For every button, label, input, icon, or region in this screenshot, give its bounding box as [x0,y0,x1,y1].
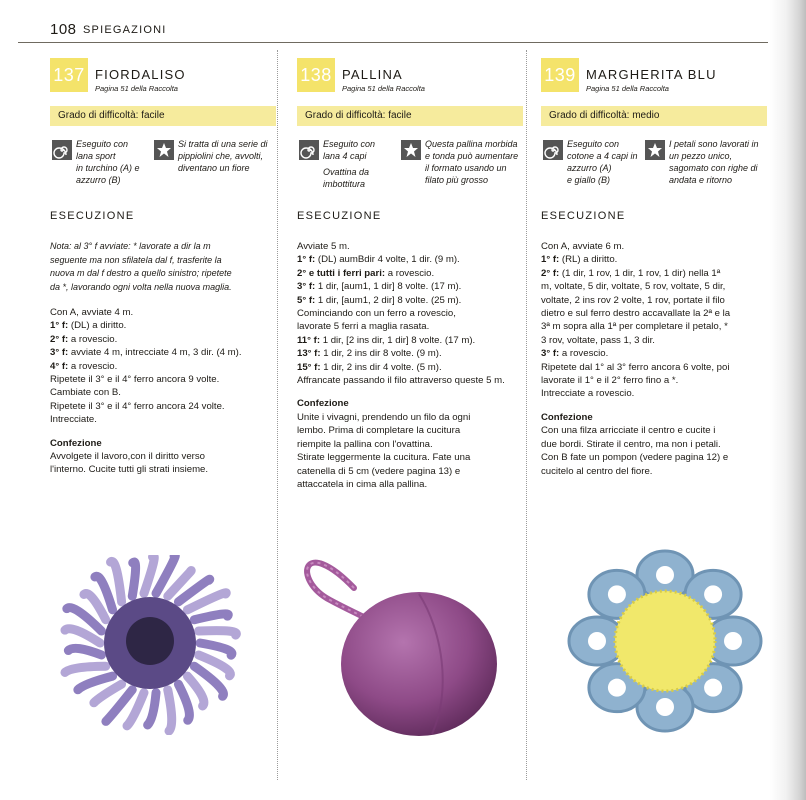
instruction-line [50,333,242,346]
instruction-line [541,240,730,253]
row-text: lavorate il 1° e il 2° ferro fino a *. [541,375,679,387]
finish-line: riempite la pallina con l'ovattina. [297,438,433,450]
row-label: 2° f: [541,267,560,279]
daisy-petal-hole [704,679,722,697]
instruction-line [50,346,242,359]
finish-heading: Confezione [50,437,102,449]
row-text: a rovescio. [68,333,118,345]
cornflower-center [126,617,174,665]
row-text: dietro e sul ferro destro accavallate la 2ª e la [541,308,731,320]
daisy-petal-hole [588,632,606,650]
instruction-line [297,320,505,333]
finish-line: attaccatela in cima alla pallina. [297,478,428,490]
instruction-line [541,320,730,333]
row-text: 3 rov, voltate, pass 1, 3 dir. [541,334,655,346]
cornflower-loop [65,666,106,672]
row-text: (DL) aumBdir 4 volte, 1 dir. (9 m). [315,254,460,266]
row-label: 15° f: [297,361,321,373]
yarn-note-line: Eseguito con [76,139,129,149]
pattern-number-badge [297,58,335,92]
row-label: 3° f: [50,347,69,359]
finish-line: catenella di 5 cm (vedere pagina 13) e [297,465,461,477]
row-label: 11° f: [297,334,321,346]
intro-line: da *, lavorando ogni volta nella nuova maglia. [50,281,232,292]
blue-daisy-photo [560,538,770,746]
cornflower-photo [50,555,250,735]
row-text: voltate, 2 ins rov 2 volte, 1 rov, portate il filo [541,294,725,306]
execution-heading: ESECUZIONE [541,210,626,222]
finish-line: cucitelo al centro del fiore. [541,465,653,477]
yarn-note-line: imbottitura [323,179,366,189]
execution-heading: ESECUZIONE [297,210,382,222]
intro-line: seguente ma non sfilatela dal f, trasferite la [50,254,222,265]
pattern-page-ref: Pagina 51 della Raccolta [95,84,178,93]
instruction-line [541,387,730,400]
finish-line: lembo. Prima di completare la cucitura [297,425,461,437]
page-binding-shadow [770,0,806,800]
row-text: Con A, avviate 6 m. [541,241,625,252]
ball-photo [292,540,522,750]
row-label: 3° f: [541,348,560,360]
intro-line: Nota: al 3° f avviate: * lavorate a dir la m [50,241,211,251]
intro-note [50,240,242,294]
row-text: a rovescio. [68,360,118,372]
finish-line: Con una filza arricciate il centro e cucite i [541,425,716,437]
yarn-note-line: cotone a 4 capi in [567,151,638,161]
row-text: 1 dir, [2 ins dir, 1 dir] 8 volte. (17 m). [320,334,476,346]
instruction-line [541,253,730,266]
instruction-line [297,361,505,374]
pattern-title: MARGHERITA BLU [586,67,717,82]
star-note-icon [645,140,665,165]
daisy-petal-hole [656,698,674,716]
intro-line: nuova m dal f destro a quello sinistro; ripetete [50,268,232,278]
instruction-line [541,374,730,387]
yarn-note [567,138,645,186]
cornflower-loop [144,556,154,593]
finish-line: l'interno. Cucite tutti gli strati insieme. [50,464,209,476]
row-label: 1° f: [297,254,316,266]
daisy-petal-hole [608,679,626,697]
instruction-line [541,334,730,347]
yarn-note-line: Ovattina da [323,167,370,177]
row-text: a rovescio. [385,267,435,279]
cornflower-loop [68,648,101,655]
finish-line: due bordi. Stirate il centro, ma non i petali. [541,438,721,450]
difficulty-band: Grado di difficoltà: facile [297,106,523,126]
yarn-swirl-icon [543,140,563,165]
row-text: Ripetete dal 1° al 3° ferro ancora 6 volte, poi [541,361,730,373]
yarn-note-line: e giallo (B) [567,175,611,185]
instruction-line [541,280,730,293]
tip-note-line: filato più grosso [425,175,489,185]
row-label: 2° f: [50,333,69,345]
row-text: a rovescio. [559,348,609,360]
finish-line: Avvolgete il lavoro,con il diritto verso [50,451,205,463]
row-text: Con A, avviate 4 m. [50,307,134,318]
pattern-title: PALLINA [342,67,403,82]
finish-line: Unite i vivagni, prendendo un filo da ogni [297,411,471,423]
instruction-line [297,240,505,253]
row-text: (RL) a diritto. [559,254,618,266]
row-text: m, voltate, 5 dir, voltate, 5 rov, voltate, 5 dir, [541,281,726,293]
yarn-note [323,138,401,190]
ball-knit [341,592,497,736]
yarn-swirl-icon [299,140,319,165]
finish-line: Con B fate un pompon (vedere pagina 12) e [541,452,729,464]
row-text: 3ª m sopra alla 1ª per completare il petalo, * [541,321,728,333]
instruction-line [297,253,505,266]
cornflower-loop [132,562,135,596]
instruction-line [541,294,730,307]
difficulty-band: Grado di difficoltà: facile [50,106,276,126]
tip-note-line: diventano un fiore [178,163,250,173]
star-note-icon [401,140,421,165]
header-rule [18,42,768,43]
instructions [297,240,505,491]
instruction-line [297,280,505,293]
cornflower-loop [199,631,237,636]
yarn-note-line: Eseguito con [567,139,620,149]
instruction-line [50,360,242,373]
instruction-line [297,347,505,360]
daisy-petal-hole [656,566,674,584]
instruction-line [297,294,505,307]
pattern-title: FIORDALISO [95,67,186,82]
pattern-page-ref: Pagina 51 della Raccolta [586,84,669,93]
daisy-petal-hole [704,585,722,603]
tip-note [669,138,779,186]
row-text: avviate 4 m, intrecciate 4 m, 3 dir. (4 m). [68,347,242,359]
instruction-line [297,307,505,320]
row-text: 1 dir, 2 ins dir 8 volte. (9 m). [320,348,442,360]
row-text: Avviate 5 m. [297,241,350,252]
row-label: 2° e tutti i ferri pari: [297,267,386,279]
pattern-page-ref: Pagina 51 della Raccolta [342,84,425,93]
row-text: (DL) a diritto. [68,320,127,332]
row-text: Affrancate passando il filo attraverso queste 5 m. [297,375,505,387]
instruction-line [541,267,730,280]
pattern-number: 138 [300,65,332,85]
yarn-note-line: lana 4 capi [323,151,367,161]
instruction-line [541,347,730,360]
yarn-note [76,138,154,186]
execution-heading: ESECUZIONE [50,210,135,222]
row-text: Intrecciate. [50,414,97,426]
cornflower-loop [148,693,156,725]
yarn-note-line: azzurro (A) [567,163,612,173]
tip-note-line: il formato usando un [425,163,507,173]
instruction-line [50,400,242,413]
page-number: 108 [50,21,77,38]
cornflower-loop [168,690,172,731]
finish-heading: Confezione [297,398,349,410]
yarn-note-line: in turchino (A) e [76,163,140,173]
tip-note-line: sagomato con righe di [669,163,758,173]
row-text: 1 dir, [aum1, 2 dir] 8 volte. (25 m). [315,294,462,306]
row-label: 13° f: [297,348,321,360]
tip-note [178,138,288,174]
instruction-line [50,386,242,399]
daisy-petal-hole [608,585,626,603]
daisy-petal-hole [724,632,742,650]
row-text: Cambiate con B. [50,387,121,399]
row-text: lavorate 5 ferri a maglia rasata. [297,321,430,333]
tip-note [425,138,535,186]
pattern-number: 139 [544,65,576,85]
row-text: Ripetete il 3° e il 4° ferro ancora 9 volte. [50,374,220,386]
instruction-line [50,319,242,332]
finish-heading: Confezione [541,411,593,423]
tip-note-line: Si tratta di una serie di [178,139,268,149]
tip-note-line: e tonda può aumentare [425,151,519,161]
yarn-swirl-icon [52,140,72,165]
row-text: Cominciando con un ferro a rovescio, [297,308,456,320]
row-text: 1 dir, 2 ins dir 4 volte. (5 m). [320,361,442,373]
instruction-line [541,307,730,320]
tip-note-line: pippiolini che, avvolti, [178,151,264,161]
tip-note-line: Questa pallina morbida [425,139,518,149]
instructions [50,240,242,477]
cornflower-loop [94,684,122,703]
star-note-icon [154,140,174,165]
row-text: Ripetete il 3° e il 4° ferro ancora 24 volte. [50,400,225,412]
row-label: 5° f: [297,294,316,306]
cornflower-loop [194,614,228,620]
section-title: SPIEGAZIONI [83,24,167,36]
cornflower-loop [178,684,189,720]
pattern-number-badge [541,58,579,92]
yarn-note-line: azzurro (B) [76,175,121,185]
cornflower-loop [65,629,100,643]
row-label: 1° f: [541,254,560,266]
pattern-number-badge [50,58,88,92]
row-text: (1 dir, 1 rov, 1 dir, 1 rov, 1 dir) nella 1ª [559,267,721,279]
row-text: Intrecciate a rovescio. [541,388,635,400]
tip-note-line: un pezzo unico, [669,151,733,161]
tip-note-line: andata e ritorno [669,175,733,185]
instruction-line [50,306,242,319]
row-label: 1° f: [50,320,69,332]
pattern-number: 137 [53,65,85,85]
finish-line: Stirate leggermente la cucitura. Fate una [297,452,471,464]
instruction-line [541,361,730,374]
instruction-line [50,413,242,426]
instruction-line [297,334,505,347]
instruction-line [50,373,242,386]
row-text: 1 dir, [aum1, 1 dir] 8 volte. (17 m). [315,281,462,293]
difficulty-band: Grado di difficoltà: medio [541,106,767,126]
instruction-line [297,267,505,280]
row-label: 4° f: [50,360,69,372]
instructions [541,240,730,478]
tip-note-line: I petali sono lavorati in [669,139,759,149]
row-label: 3° f: [297,281,316,293]
yarn-note-line: lana sport [76,151,116,161]
instruction-line [297,374,505,387]
yarn-note-line: Eseguito con [323,139,376,149]
